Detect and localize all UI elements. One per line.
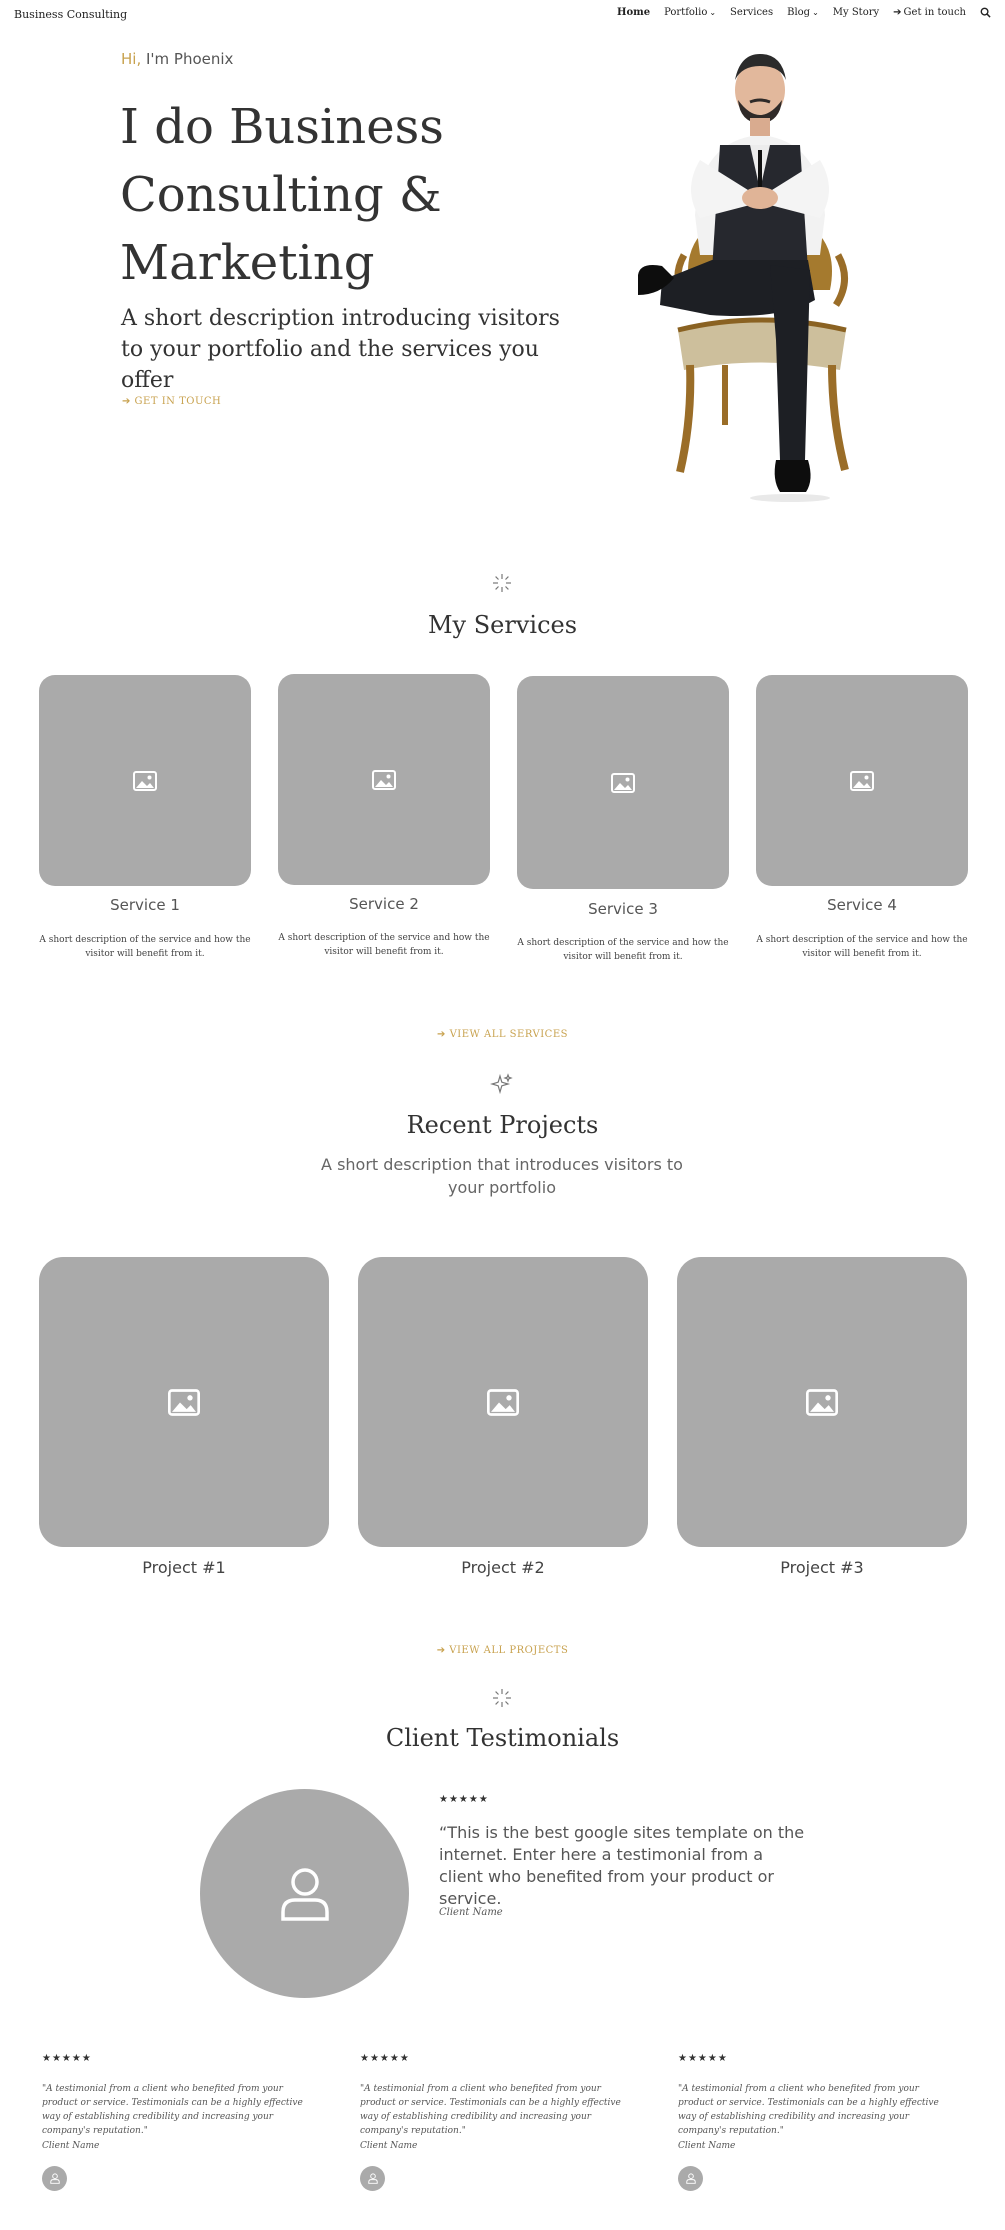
chevron-down-icon: ⌄ [812, 8, 819, 17]
featured-client-name: Client Name [439, 1907, 503, 1918]
user-icon [368, 2173, 378, 2184]
nav-item-label: Services [730, 7, 774, 18]
view-all-projects-wrap [0, 1638, 1005, 1657]
nav-item-label: Get in touch [903, 7, 966, 18]
nav-item-portfolio[interactable] [664, 7, 716, 18]
image-placeholder-icon [133, 771, 157, 791]
search-icon[interactable] [980, 7, 991, 18]
sparkles-icon [490, 1072, 514, 1096]
rating-stars: ★★★★★ [42, 2053, 92, 2064]
view-all-services-wrap [0, 1022, 1005, 1041]
view-all-projects-link[interactable]: ➔ VIEW ALL PROJECTS [436, 1645, 569, 1656]
main-menu [617, 7, 991, 18]
nav-item-blog[interactable] [787, 7, 819, 18]
testimonial-client-name: Client Name [360, 2141, 418, 2151]
image-placeholder-icon [168, 1389, 200, 1416]
service-description: A short description of the service and how the visitor will benefit from it. [517, 938, 729, 962]
user-icon [50, 2173, 60, 2184]
nav-item-label: Home [617, 7, 651, 18]
client-avatar [360, 2166, 385, 2191]
hero-title: I do Business Consulting & Marketing [120, 99, 444, 291]
image-placeholder-icon [372, 770, 396, 790]
arrow-right-icon: ➔ [893, 7, 902, 18]
testimonial-quote: "A testimonial from a client who benefited from your product or service. Testimonials can be a highly effective way of establishing credibility and increasing your company's reputation." [678, 2084, 939, 2136]
services-title: My Services [427, 611, 578, 639]
project-name[interactable]: Project #3 [780, 1558, 864, 1577]
user-icon [686, 2173, 696, 2184]
sparkle-icon [490, 571, 514, 595]
nav-item-services[interactable] [730, 7, 773, 18]
image-placeholder-icon [806, 1389, 838, 1416]
project-3-image [677, 1257, 967, 1547]
client-avatar [678, 2166, 703, 2191]
client-avatar [42, 2166, 67, 2191]
nav-item-get-in-touch[interactable] [893, 7, 966, 18]
project-name[interactable]: Project #2 [461, 1558, 545, 1577]
chevron-down-icon: ⌄ [709, 8, 717, 17]
service-description: A short description of the service and how the visitor will benefit from it. [278, 933, 490, 957]
rating-stars: ★★★★★ [678, 2053, 728, 2064]
nav-item-label: My Story [832, 7, 880, 18]
image-placeholder-icon [850, 771, 874, 791]
image-placeholder-icon [487, 1389, 519, 1416]
service-description: A short description of the service and how the visitor will benefit from it. [39, 935, 251, 959]
sparkle-icon [490, 1686, 514, 1710]
rating-stars: ★★★★★ [439, 1794, 489, 1805]
top-nav [0, 0, 1005, 30]
nav-item-label: Portfolio [664, 7, 708, 18]
greeting-name: I'm Phoenix [146, 50, 234, 68]
service-4-image [756, 675, 968, 886]
hero-description: A short description introducing visitors to your portfolio and the services you offer [121, 306, 560, 393]
image-placeholder-icon [611, 773, 635, 793]
service-name: Service 2 [349, 895, 419, 913]
greeting-hi: Hi, [121, 50, 142, 68]
testimonial-client-name: Client Name [42, 2141, 100, 2151]
service-2-image [278, 674, 490, 885]
rating-stars: ★★★★★ [360, 2053, 410, 2064]
featured-client-avatar [200, 1789, 409, 1998]
user-icon [279, 1866, 331, 1922]
hero-photo [600, 40, 920, 540]
service-name: Service 1 [110, 896, 180, 914]
nav-item-home[interactable] [617, 7, 650, 18]
view-all-services-link[interactable]: ➔ VIEW ALL SERVICES [437, 1029, 568, 1040]
project-2-image [358, 1257, 648, 1547]
testimonials-title: Client Testimonials [385, 1724, 620, 1752]
service-3-image [517, 676, 729, 889]
service-name: Service 4 [827, 896, 897, 914]
project-name[interactable]: Project #1 [142, 1558, 226, 1577]
projects-title: Recent Projects [406, 1111, 599, 1139]
nav-item-label: Blog [787, 7, 811, 18]
testimonial-quote: "A testimonial from a client who benefited from your product or service. Testimonials can be a highly effective way of establishing credibility and increasing your company's reputation." [360, 2084, 621, 2136]
nav-item-my-story[interactable] [833, 7, 879, 18]
service-description: A short description of the service and how the visitor will benefit from it. [756, 935, 968, 959]
service-name: Service 3 [588, 900, 658, 918]
hero-greeting [121, 50, 233, 68]
site-brand[interactable]: Business Consulting [14, 8, 128, 21]
testimonial-client-name: Client Name [678, 2141, 736, 2151]
featured-quote: “This is the best google sites template on the internet. Enter here a testimonial from a client who benefited from your product or service. [439, 1823, 805, 1908]
project-1-image [39, 1257, 329, 1547]
service-1-image [39, 675, 251, 886]
get-in-touch-link[interactable]: ➔ GET IN TOUCH [122, 396, 222, 407]
testimonial-quote: "A testimonial from a client who benefited from your product or service. Testimonials can be a highly effective way of establishing credibility and increasing your company's reputation." [42, 2084, 303, 2136]
projects-subtitle: A short description that introduces visitors to your portfolio [321, 1155, 683, 1197]
